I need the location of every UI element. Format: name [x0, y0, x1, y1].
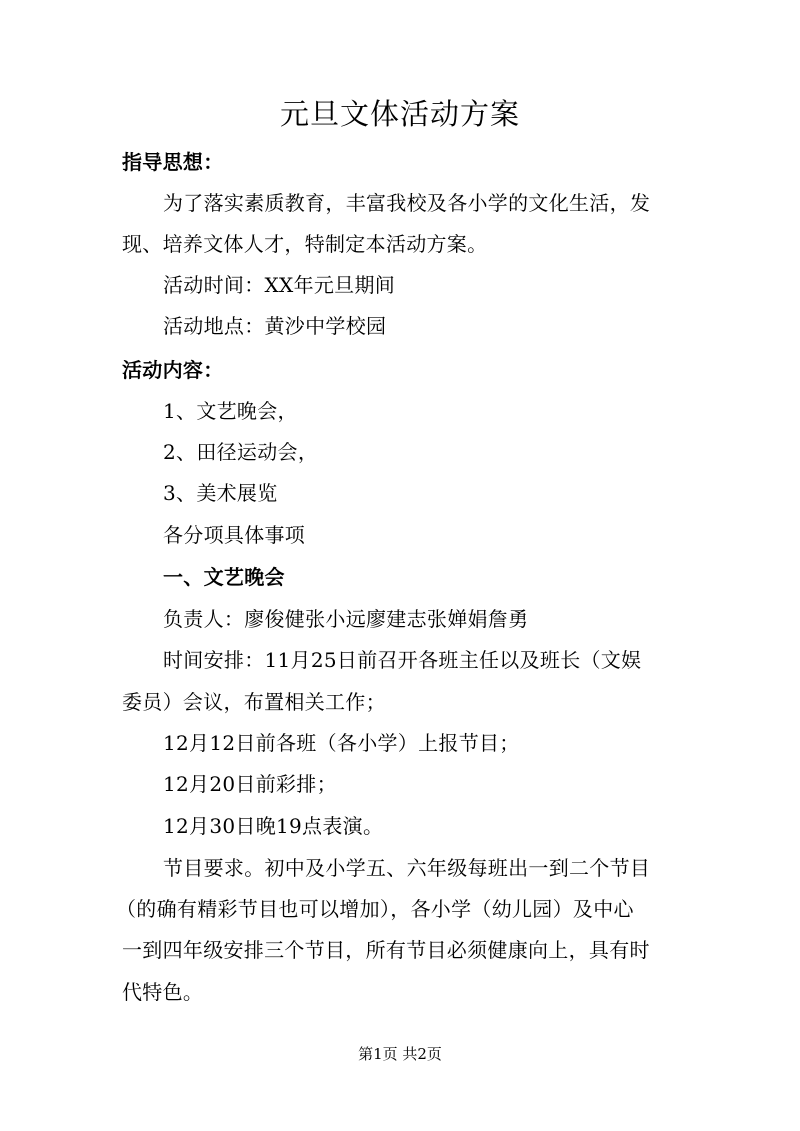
paragraph-line: 为了落实素质教育，丰富我校及各小学的文化生活，发 [163, 191, 651, 215]
paragraph-line: 现、培养文体人才，特制定本活动方案。 [122, 232, 488, 256]
responsible-persons: 负责人：廖俊健张小远廖建志张婵娟詹勇 [163, 607, 529, 631]
schedule-line: 12月12日前各班（各小学）上报节目； [163, 731, 520, 755]
paragraph-line: 一到四年级安排三个节目，所有节目必须健康向上，具有时 [122, 938, 650, 962]
document-title: 元旦文体活动方案 [279, 97, 520, 131]
paragraph-line: 委员）会议，布置相关工作； [122, 690, 386, 714]
page-footer: 第1页 共2页 [358, 1045, 442, 1063]
list-item: 1、文艺晚会， [163, 399, 298, 423]
paragraph-line: 各分项具体事项 [163, 523, 306, 547]
list-item: 2、田径运动会， [163, 440, 319, 464]
paragraph-line: （的确有精彩节目也可以增加），各小学（幼儿园）及中心 [116, 897, 634, 921]
heading-activity-content: 活动内容： [122, 358, 224, 382]
section-heading-gala: 一、文艺晚会 [163, 565, 285, 589]
paragraph-line: 时间安排：11月25日前召开各班主任以及班长（文娱 [163, 648, 642, 672]
list-item: 3、美术展览 [163, 481, 278, 505]
paragraph-line: 节目要求。初中及小学五、六年级每班出一到二个节目 [163, 856, 651, 880]
schedule-line: 12月20日前彩排； [163, 772, 337, 796]
schedule-line: 12月30日晚19点表演。 [163, 814, 384, 838]
heading-guiding-idea: 指导思想： [122, 150, 224, 174]
activity-time: 活动时间：XX年元旦期间 [163, 273, 396, 297]
activity-location: 活动地点：黄沙中学校园 [163, 314, 387, 338]
paragraph-line: 代特色。 [122, 980, 204, 1004]
